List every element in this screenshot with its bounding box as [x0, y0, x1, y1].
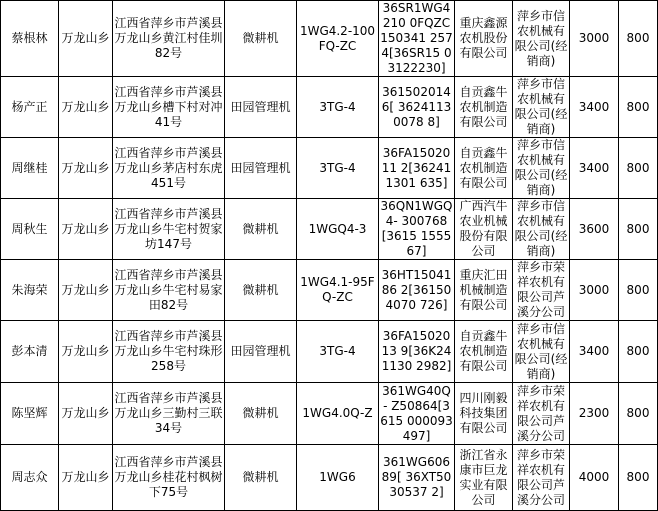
table-row — [1, 383, 658, 445]
cell-dealer[interactable]: 萍乡市信农机械有限公司(经销商) — [513, 138, 570, 199]
cell-type[interactable]: 微耕机 — [225, 199, 297, 260]
cell-serial[interactable]: 36QN1WGQ4- 300768[3615 155567] — [379, 199, 455, 260]
cell-serial[interactable]: 361WG40Q- Z50864[3615 000093497] — [380, 383, 453, 443]
cell-name[interactable]: 朱海荣 — [1, 260, 59, 321]
cell-type[interactable]: 田园管理机 — [225, 77, 297, 138]
table-row — [1, 199, 658, 260]
cell-subsidy[interactable]: 800 — [619, 383, 658, 445]
cell-address[interactable]: 江西省萍乡市芦溪县万龙山乡牛宅村珠形258号 — [113, 321, 225, 383]
table-body — [1, 1, 658, 511]
cell-township[interactable]: 万龙山乡 — [59, 1, 113, 77]
cell-subsidy[interactable]: 800 — [619, 1, 658, 77]
table-row — [1, 260, 658, 321]
cell-price[interactable]: 3600 — [570, 199, 619, 260]
cell-manufacturer[interactable]: 自贡鑫牛农机制造有限公司 — [455, 77, 513, 138]
cell-township[interactable]: 万龙山乡 — [59, 321, 113, 383]
cell-manufacturer[interactable]: 重庆鑫源农机股份有限公司 — [455, 1, 513, 77]
cell-price[interactable]: 4000 — [570, 445, 619, 511]
cell-model[interactable]: 3TG-4 — [297, 321, 379, 383]
table-row — [1, 445, 658, 511]
cell-serial[interactable]: 36FA1502011 2[362411301 635] — [379, 138, 455, 199]
cell-type[interactable]: 微耕机 — [225, 1, 297, 77]
cell-type[interactable]: 田园管理机 — [225, 138, 297, 199]
cell-name[interactable]: 周秋生 — [1, 199, 59, 260]
cell-address[interactable]: 江西省萍乡市芦溪县万龙山乡三勤村三联34号 — [113, 383, 225, 445]
cell-township[interactable]: 万龙山乡 — [59, 138, 113, 199]
cell-subsidy[interactable]: 800 — [619, 138, 658, 199]
cell-manufacturer[interactable]: 自贡鑫牛农机制造有限公司 — [455, 321, 513, 383]
table-row — [1, 321, 658, 383]
cell-name[interactable]: 彭本清 — [1, 321, 59, 383]
cell-name[interactable]: 杨产正 — [1, 77, 59, 138]
cell-township[interactable]: 万龙山乡 — [59, 383, 113, 445]
cell-model[interactable]: 1WG4.2-100FQ-ZC — [297, 1, 379, 77]
cell-manufacturer[interactable]: 广西汽牛农业机械股份有限公司 — [455, 199, 513, 260]
cell-price[interactable]: 3400 — [570, 321, 619, 383]
cell-subsidy[interactable]: 800 — [619, 77, 658, 138]
cell-dealer[interactable]: 萍乡市信农机械有限公司(经销商) — [513, 77, 570, 138]
cell-address[interactable]: 江西省萍乡市芦溪县万龙山乡黄江村佳圳82号 — [113, 1, 225, 77]
cell-manufacturer[interactable]: 重庆汇田机械制造有限公司 — [455, 260, 513, 321]
cell-address[interactable]: 江西省萍乡市芦溪县万龙山乡牛宅村易家田82号 — [113, 260, 225, 321]
cell-subsidy[interactable]: 800 — [619, 199, 658, 260]
cell-dealer[interactable]: 萍乡市荣祥农机有限公司芦溪分公司 — [513, 445, 570, 511]
table-row — [1, 77, 658, 138]
cell-model[interactable]: 3TG-4 — [297, 138, 379, 199]
cell-type[interactable]: 微耕机 — [225, 445, 297, 511]
cell-manufacturer[interactable]: 浙江省永康市巨龙实业有限公司 — [455, 445, 513, 511]
cell-dealer[interactable]: 萍乡市信农机械有限公司(经销商) — [513, 199, 570, 260]
table-row — [1, 138, 658, 199]
cell-township[interactable]: 万龙山乡 — [59, 445, 113, 511]
cell-name[interactable]: 陈坚辉 — [1, 383, 59, 445]
cell-subsidy[interactable]: 800 — [619, 321, 658, 383]
cell-address[interactable]: 江西省萍乡市芦溪县万龙山乡槽下村对冲41号 — [113, 77, 225, 138]
cell-serial[interactable]: 361WG60689[ 36XT5030537 2] — [379, 445, 455, 511]
cell-dealer[interactable]: 萍乡市荣祥农机有限公司芦溪分公司 — [513, 260, 570, 321]
cell-address[interactable]: 江西省萍乡市芦溪县万龙山乡牛宅村贺家坊147号 — [113, 199, 225, 260]
cell-model[interactable]: 1WG4.0Q-Z — [297, 383, 379, 445]
cell-dealer[interactable]: 萍乡市信农机械有限公司(经销商) — [513, 321, 570, 383]
cell-serial[interactable]: 36HT1504186 2[361504070 726] — [379, 260, 455, 321]
cell-name[interactable]: 周继桂 — [1, 138, 59, 199]
cell-manufacturer[interactable]: 自贡鑫牛农机制造有限公司 — [455, 138, 513, 199]
cell-manufacturer[interactable]: 四川刚毅科技集团有限公司 — [455, 383, 513, 445]
cell-township[interactable]: 万龙山乡 — [59, 199, 113, 260]
cell-address[interactable]: 江西省萍乡市芦溪县万龙山乡桂花村枫树下75号 — [113, 445, 225, 511]
cell-model[interactable]: 1WG6 — [297, 445, 379, 511]
cell-name[interactable]: 蔡根林 — [1, 1, 59, 77]
cell-name[interactable]: 周志众 — [1, 445, 59, 511]
cell-township[interactable]: 万龙山乡 — [59, 77, 113, 138]
cell-price[interactable]: 3000 — [570, 1, 619, 77]
cell-serial[interactable]: 3615020146[ 36241130078 8] — [379, 77, 455, 138]
cell-type[interactable]: 微耕机 — [225, 383, 297, 445]
cell-model[interactable]: 1WGQ4-3 — [297, 199, 379, 260]
cell-type[interactable]: 微耕机 — [225, 260, 297, 321]
cell-price[interactable]: 3400 — [570, 138, 619, 199]
cell-model[interactable]: 3TG-4 — [297, 77, 379, 138]
cell-serial[interactable]: 36SR1WG4210 0FQZC150341 2574[36SR15 03122230] — [380, 1, 453, 75]
cell-type[interactable]: 田园管理机 — [225, 321, 297, 383]
cell-price[interactable]: 3400 — [570, 77, 619, 138]
cell-dealer[interactable]: 萍乡市荣祥农机有限公司芦溪分公司 — [513, 383, 570, 445]
cell-price[interactable]: 2300 — [570, 383, 619, 445]
cell-price[interactable]: 3000 — [570, 260, 619, 321]
cell-subsidy[interactable]: 800 — [619, 445, 658, 511]
cell-township[interactable]: 万龙山乡 — [59, 260, 113, 321]
cell-subsidy[interactable]: 800 — [619, 260, 658, 321]
table-row — [1, 1, 658, 77]
cell-serial[interactable]: 36FA1502013 9[36K241130 2982] — [379, 321, 455, 383]
cell-model[interactable]: 1WG4.1-95FQ-ZC — [297, 260, 379, 321]
cell-address[interactable]: 江西省萍乡市芦溪县万龙山乡茅店村东虎451号 — [113, 138, 225, 199]
cell-dealer[interactable]: 萍乡市信农机械有限公司(经销商) — [513, 1, 570, 77]
